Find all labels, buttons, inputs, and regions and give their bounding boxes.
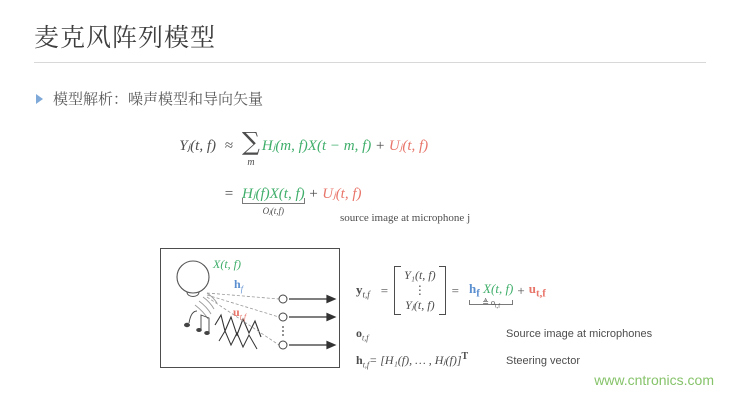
matrix-underbrace-sub: t,f — [494, 303, 501, 310]
summation-index: m — [247, 156, 255, 168]
equation-line-2 — [160, 178, 428, 216]
legend-row-h — [356, 351, 652, 369]
legend-block — [356, 326, 652, 379]
matrix-underbrace-text: ≜ o — [482, 298, 495, 308]
figure-h-symbol: h — [234, 277, 241, 291]
term-u-1: Uⱼ(t, f) — [388, 138, 429, 154]
bracket-right-icon — [439, 266, 446, 315]
matrix-equals-1: = — [380, 282, 389, 298]
legend-h-transpose: T — [461, 351, 469, 363]
title-divider — [34, 62, 706, 63]
bullet-row — [36, 88, 263, 109]
vector-entry-first: Y₁(t, f) — [404, 268, 436, 282]
bracket-left-icon — [394, 266, 401, 315]
equation-lhs-empty — [160, 178, 216, 187]
matrix-equals-2: = — [451, 282, 459, 298]
source-image-note: source image at microphone j — [340, 212, 471, 224]
matrix-u-term — [529, 281, 546, 300]
matrix-h-term — [468, 281, 480, 300]
figure-u-subscript: t,f — [239, 312, 247, 322]
underbrace-label: Oⱼ(t,f) — [262, 206, 284, 216]
plus-sign-2: + — [308, 186, 319, 202]
matrix-y-symbol — [356, 282, 370, 300]
matrix-equation — [356, 266, 546, 315]
legend-h-letter: h — [356, 353, 363, 368]
y-subscript: t,f — [362, 289, 370, 300]
equation-line-1 — [160, 127, 429, 168]
matrix-u-subscript: t,f — [535, 287, 546, 300]
matrix-underbrace-group — [468, 281, 514, 310]
matrix-x-term: X(t, f) — [483, 281, 514, 297]
figure-label-h — [234, 277, 243, 293]
diagram-svg — [161, 249, 339, 367]
matrix-u-letter: u — [528, 281, 536, 297]
legend-o-letter: o — [356, 326, 362, 340]
page-title: 麦克风阵列模型 — [34, 23, 217, 52]
array-diagram — [160, 248, 340, 368]
sigma-icon: ∑ — [242, 127, 260, 156]
underbrace-icon — [242, 198, 305, 204]
column-vector — [394, 266, 446, 315]
vector-vdots-icon: ⋮ — [413, 283, 426, 297]
legend-desc-o: Source image at microphones — [506, 328, 653, 340]
equation-rhs-1 — [262, 130, 428, 154]
legend-symbol-o — [356, 326, 506, 342]
triangle-bullet-icon — [36, 94, 43, 104]
matrix-underbrace-label — [469, 298, 513, 310]
equation-relation-2: = — [224, 186, 234, 202]
term-u-2: Uⱼ(t, f) — [322, 186, 362, 202]
bullet-label: 模型解析：噪声模型和导向矢量 — [53, 90, 264, 108]
watermark: www.cntronics.com — [594, 372, 714, 388]
matrix-plus-sign: + — [517, 282, 525, 298]
matrix-h-letter: h — [468, 281, 477, 297]
figure-label-source: X(t, f) — [213, 257, 241, 271]
matrix-h-subscript: f — [476, 287, 480, 300]
plus-sign-1: + — [375, 138, 386, 154]
summation-symbol — [242, 127, 260, 168]
term-hx-2: Hⱼ(f)X(t, f) — [242, 186, 305, 202]
legend-h-formula: = [H₁(f), … , Hⱼ(f)] — [369, 353, 462, 368]
term-h-x: Hⱼ(m, f)X(t − m, f) — [261, 138, 372, 154]
matrix-rhs-inner — [468, 281, 514, 300]
underbrace-group — [242, 186, 305, 216]
y-letter: y — [356, 281, 363, 297]
vector-entries — [401, 266, 439, 315]
equation-rhs-2 — [242, 178, 362, 216]
legend-row-o — [356, 326, 652, 342]
figure-h-subscript: f — [240, 284, 243, 294]
equation-lhs: Yⱼ(t, f) — [179, 138, 216, 154]
figure-u-symbol: u — [233, 305, 240, 319]
equation-block — [160, 127, 429, 216]
legend-desc-h: Steering vector — [506, 355, 580, 368]
figure-label-u — [233, 305, 246, 321]
legend-o-subscript: t,f — [362, 333, 369, 343]
equation-relation: ≈ — [224, 138, 234, 154]
vector-entry-last: Yⱼ(t, f) — [405, 298, 435, 312]
legend-symbol-h — [356, 351, 506, 369]
legend-h-subscript: t,f — [362, 360, 370, 370]
